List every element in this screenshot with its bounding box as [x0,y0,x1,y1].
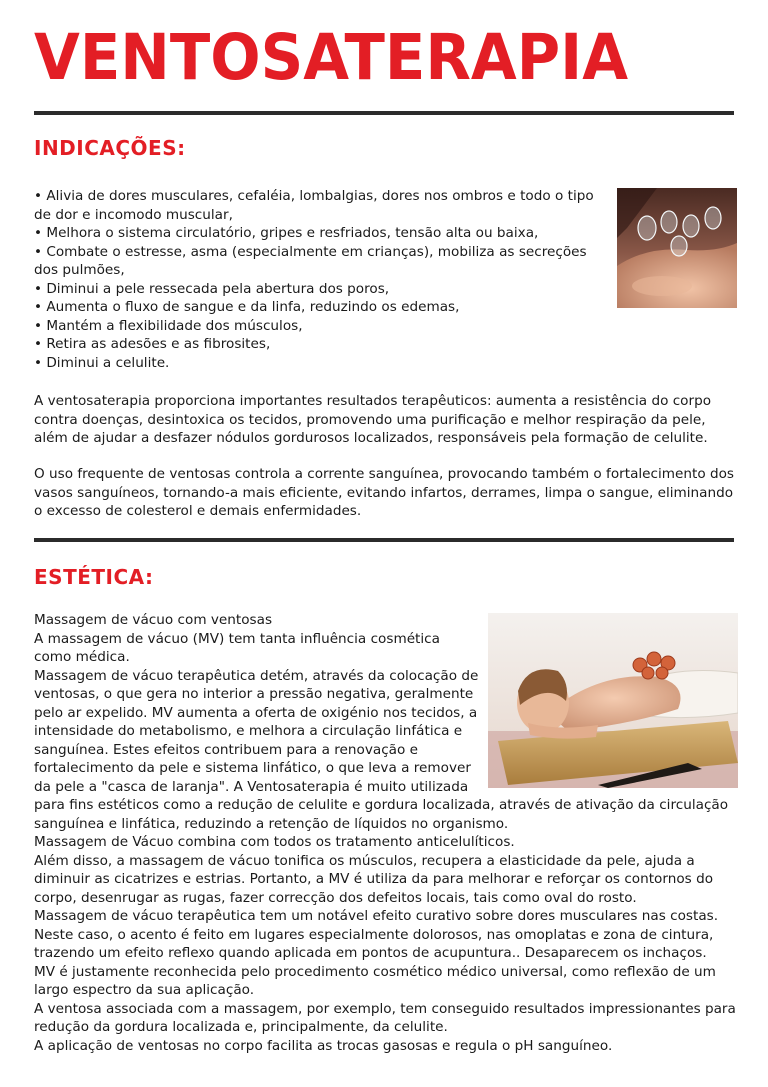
estetica-line: Massagem de Vácuo combina com todos os tratamento anticelulíticos. [34,834,515,850]
cupping-back-illustration [617,188,737,308]
cupping-back-photo [617,188,737,308]
estetica-line: MV é justamente reconhecida pelo procedimento cosmético médico universal, como reflexão de um largo espectro da sua aplicação. [34,963,716,998]
estetica-line: A massagem de vácuo (MV) tem tanta influência cosmética como médica. [34,630,440,665]
list-item: • Mantém a flexibilidade dos músculos, [34,317,303,334]
estetica-line: Além disso, a massagem de vácuo tonifica os músculos, recupera a elasticidade da pele, ajuda a diminuir as cicatrizes e estrias. Portanto, a MV é utiliza da para melhorar e reforçar os contornos do corpo, desenrugar as rugas, fazer correcção dos defeitos locais, tais como oval do rosto. [34,852,714,906]
section-divider [34,538,734,542]
list-item: • Combate o estresse, asma (especialmente em crianças), mobiliza as secreções dos pulmões, [34,243,587,278]
estetica-line: Massagem de vácuo com ventosas [34,612,273,628]
indicacoes-paragraph-2: O uso frequente de ventosas controla a corrente sanguínea, provocando também o fortalecimento dos vasos sanguíneos, tornando-a mais eficiente, evitando infartos, derrames, limpa o sangue, eliminando o excesso de colesterol e demais enfermidades. [34,466,735,519]
list-item: • Retira as adesões e as fibrosites, [34,336,271,352]
list-item: • Diminui a pele ressecada pela abertura dos poros, [34,280,390,297]
list-item: • Alivia de dores musculares, cefaléia, lombalgias, dores nos ombros e todo o tipo de dor e incomodo muscular, [34,188,594,223]
list-item: • Melhora o sistema circulatório, gripes e resfriados, tensão alta ou baixa, [34,225,539,241]
estetica-line: Massagem de vácuo terapêutica detém, através da colocação de ventosas, o que gera no interior a pressão negativa, geralmente pelo ar expelido. MV aumenta a oferta de oxigénio nos tecidos, a intensidade do metabolismo, e melhora a circulação linfática e sanguínea. Estes efeitos contribuem para a renovação e fortalecimento da pele e sistema linfático, o que leva a remover da pele a "casca de laranja". A Ventosaterapia é muito utilizada para fins estéticos como a redução de celulite e gordura localizada, através de ativação da circulação sanguínea e linfática, reduzindo a retenção de líquidos no organismo. [34,667,729,832]
section-divider [34,111,734,115]
estetica-line: A ventosa associada com a massagem, por exemplo, tem conseguido resultados impressionantes para redução da gordura localizada e, principalmente, da celulite. [34,1000,736,1035]
estetica-line: A aplicação de ventosas no corpo facilita as trocas gasosas e regula o pH sanguíneo. [34,1037,613,1054]
list-item: • Aumenta o fluxo de sangue e da linfa, reduzindo os edemas, [34,299,460,315]
estetica-line: Massagem de vácuo terapêutica tem um notável efeito curativo sobre dores musculares nas costas. [34,908,719,924]
estetica-line: Neste caso, o acento é feito em lugares especialmente dolorosos, nas omoplatas e zona de cintura, trazendo um efeito reflexo quando aplicada em pontos de acupuntura.. Desaparecem os inchaços. [34,926,714,961]
document-title: VENTOSATERAPIA [34,21,629,94]
indicacoes-paragraph-1: A ventosaterapia proporciona importantes resultados terapêuticos: aumenta a resistência do corpo contra doenças, desintoxica os tecidos, promovendo uma purificação e melhor respiração da pele, além de ajudar a desfazer nódulos gordurosos localizados, responsáveis pela formação de celulite. [34,393,712,446]
estetica-heading: ESTÉTICA: [34,565,154,589]
estetica-content [34,611,738,1055]
indicacoes-list [34,187,594,372]
list-item: • Diminui a celulite. [34,354,170,371]
indicacoes-heading: INDICAÇÕES: [34,136,186,160]
